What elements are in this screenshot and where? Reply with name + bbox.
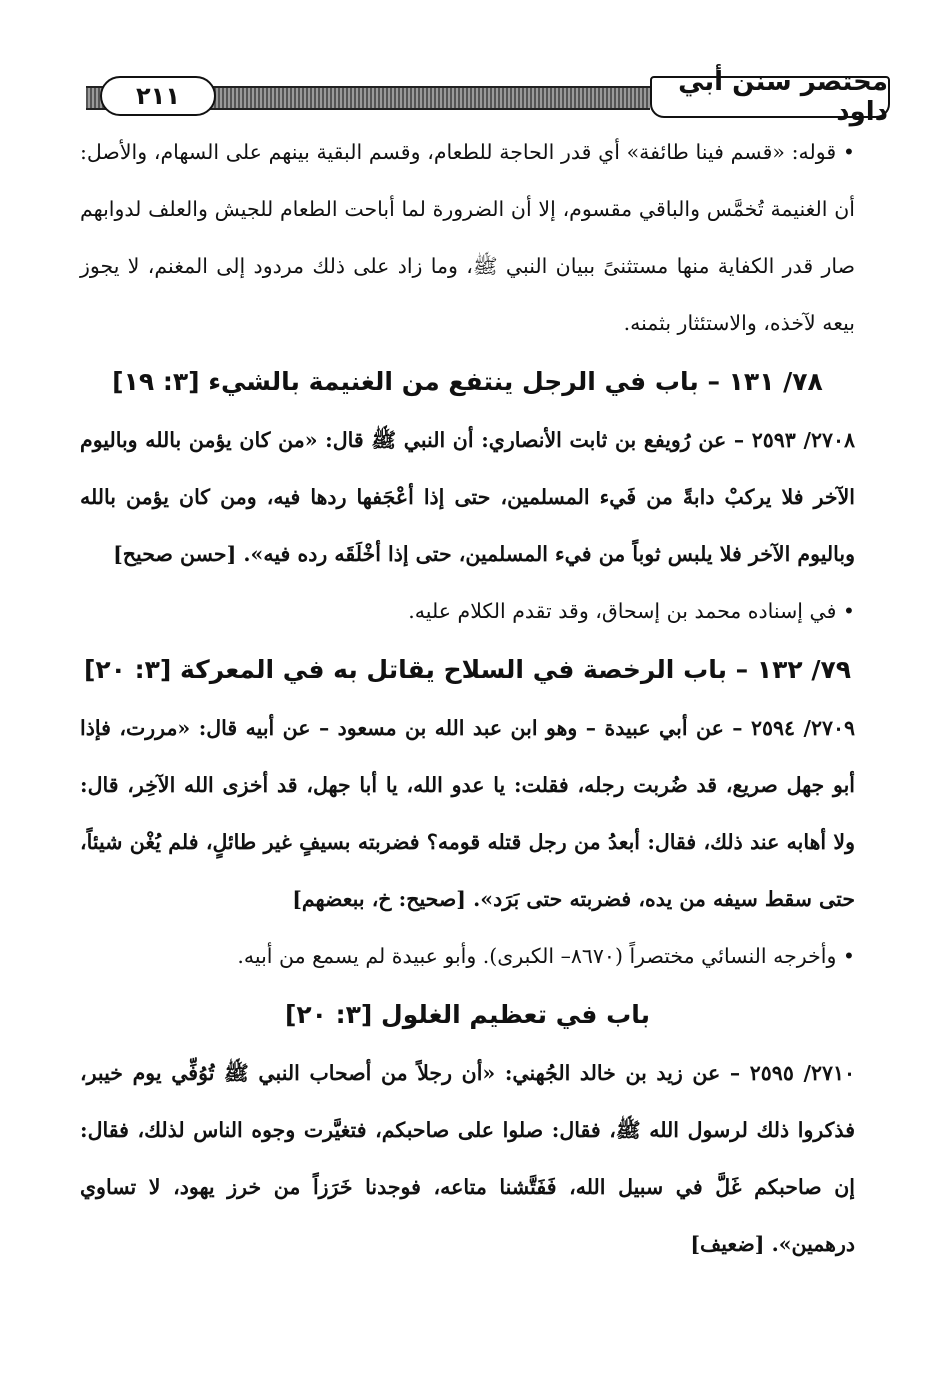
note-text: قوله: «قسم فينا طائفة» أي قدر الحاجة للطعام، وقسم البقية بينهم على السهام، والأصل: أن الغنيمة تُخمَّس والباقي مقسوم، إلا أن الضرورة لما أباحت الطعام للجيش والعلف لدوابهم صار قدر الكفاية منها مستثنىً ببيان النبي ﷺ، وما زاد على ذلك مردود إلى المغنم، لا يجوز بيعه لآخذه، والاستئثار بثمنه.	[80, 140, 855, 335]
hadith-text: – عن أبي عبيدة – وهو ابن عبد الله بن مسعود – عن أبيه قال: «مررت، فإذا أبو جهل صريع، قد ضُربت رجله، فقلت: يا عدو الله، يا أبا جهل، قد أخزى الله الآخِر، قال: ولا أهابه عند ذلك، فقال: أبعدُ من رجل قتله قومه؟ فضربته بسيفٍ غير طائلٍ، فلم يُغْن شيئاً، حتى سقط سيفه من يده، فضربته حتى بَرَد». [صحيح: خ، ببعضهم]	[80, 716, 855, 911]
chapter-heading: ٧٩/ ١٣٢ – باب الرخصة في السلاح يقاتل به في المعركة [٣: ٢٠]	[83, 655, 852, 684]
page-body	[80, 124, 855, 1273]
commentary-note	[80, 583, 855, 640]
commentary-note	[80, 124, 855, 352]
page-number: ٢١١	[100, 76, 216, 116]
bullet-icon: •	[842, 140, 855, 164]
chapter-heading: باب في تعظيم الغلول [٣: ٢٠]	[284, 1000, 651, 1029]
chapter-heading: ٧٨/ ١٣١ – باب في الرجل ينتفع من الغنيمة بالشيء [٣: ١٩]	[112, 367, 823, 396]
bullet-icon: •	[842, 599, 855, 623]
hadith-number: ٢٧٠٩/ ٢٥٩٤	[750, 716, 856, 740]
hadith-entry	[80, 412, 855, 583]
bullet-icon: •	[842, 944, 855, 968]
page-header	[78, 67, 890, 127]
hadith-entry	[80, 1045, 855, 1273]
note-text: وأخرجه النسائي مختصراً (٨٦٧٠– الكبرى). وأبو عبيدة لم يسمع من أبيه.	[237, 944, 837, 968]
hadith-text: – عن زيد بن خالد الجُهني: «أن رجلاً من أصحاب النبي ﷺ تُوُفِّي يوم خيبر، فذكروا ذلك لرسول الله ﷺ، فقال: صلوا على صاحبكم، فتغيَّرت وجوه الناس لذلك، فقال: إن صاحبكم غَلَّ في سبيل الله، فَفَتَّشنا متاعه، فوجدنا خَرَزاً من خرز يهود، لا تساوي درهمين». [ضعيف]	[80, 1061, 855, 1256]
hadith-number: ٢٧٠٨/ ٢٥٩٣	[751, 428, 856, 452]
note-text: في إسناده محمد بن إسحاق، وقد تقدم الكلام عليه.	[408, 599, 837, 623]
book-title: مختصر سنن أبي داود	[650, 76, 890, 118]
hadith-number: ٢٧١٠/ ٢٥٩٥	[749, 1061, 855, 1085]
hadith-entry	[80, 700, 855, 928]
hadith-text: – عن رُويفع بن ثابت الأنصاري: أن النبي ﷺ قال: «من كان يؤمن بالله وباليوم الآخر فلا يركبْ دابةً من فَيء المسلمين، حتى إذا أعْجَفها ردها فيه، ومن كان يؤمن بالله وباليوم الآخر فلا يلبس ثوباً من فيء المسلمين، حتى إذا أخْلَقَه رده فيه». [حسن صحيح]	[80, 428, 855, 566]
commentary-note	[80, 928, 855, 985]
